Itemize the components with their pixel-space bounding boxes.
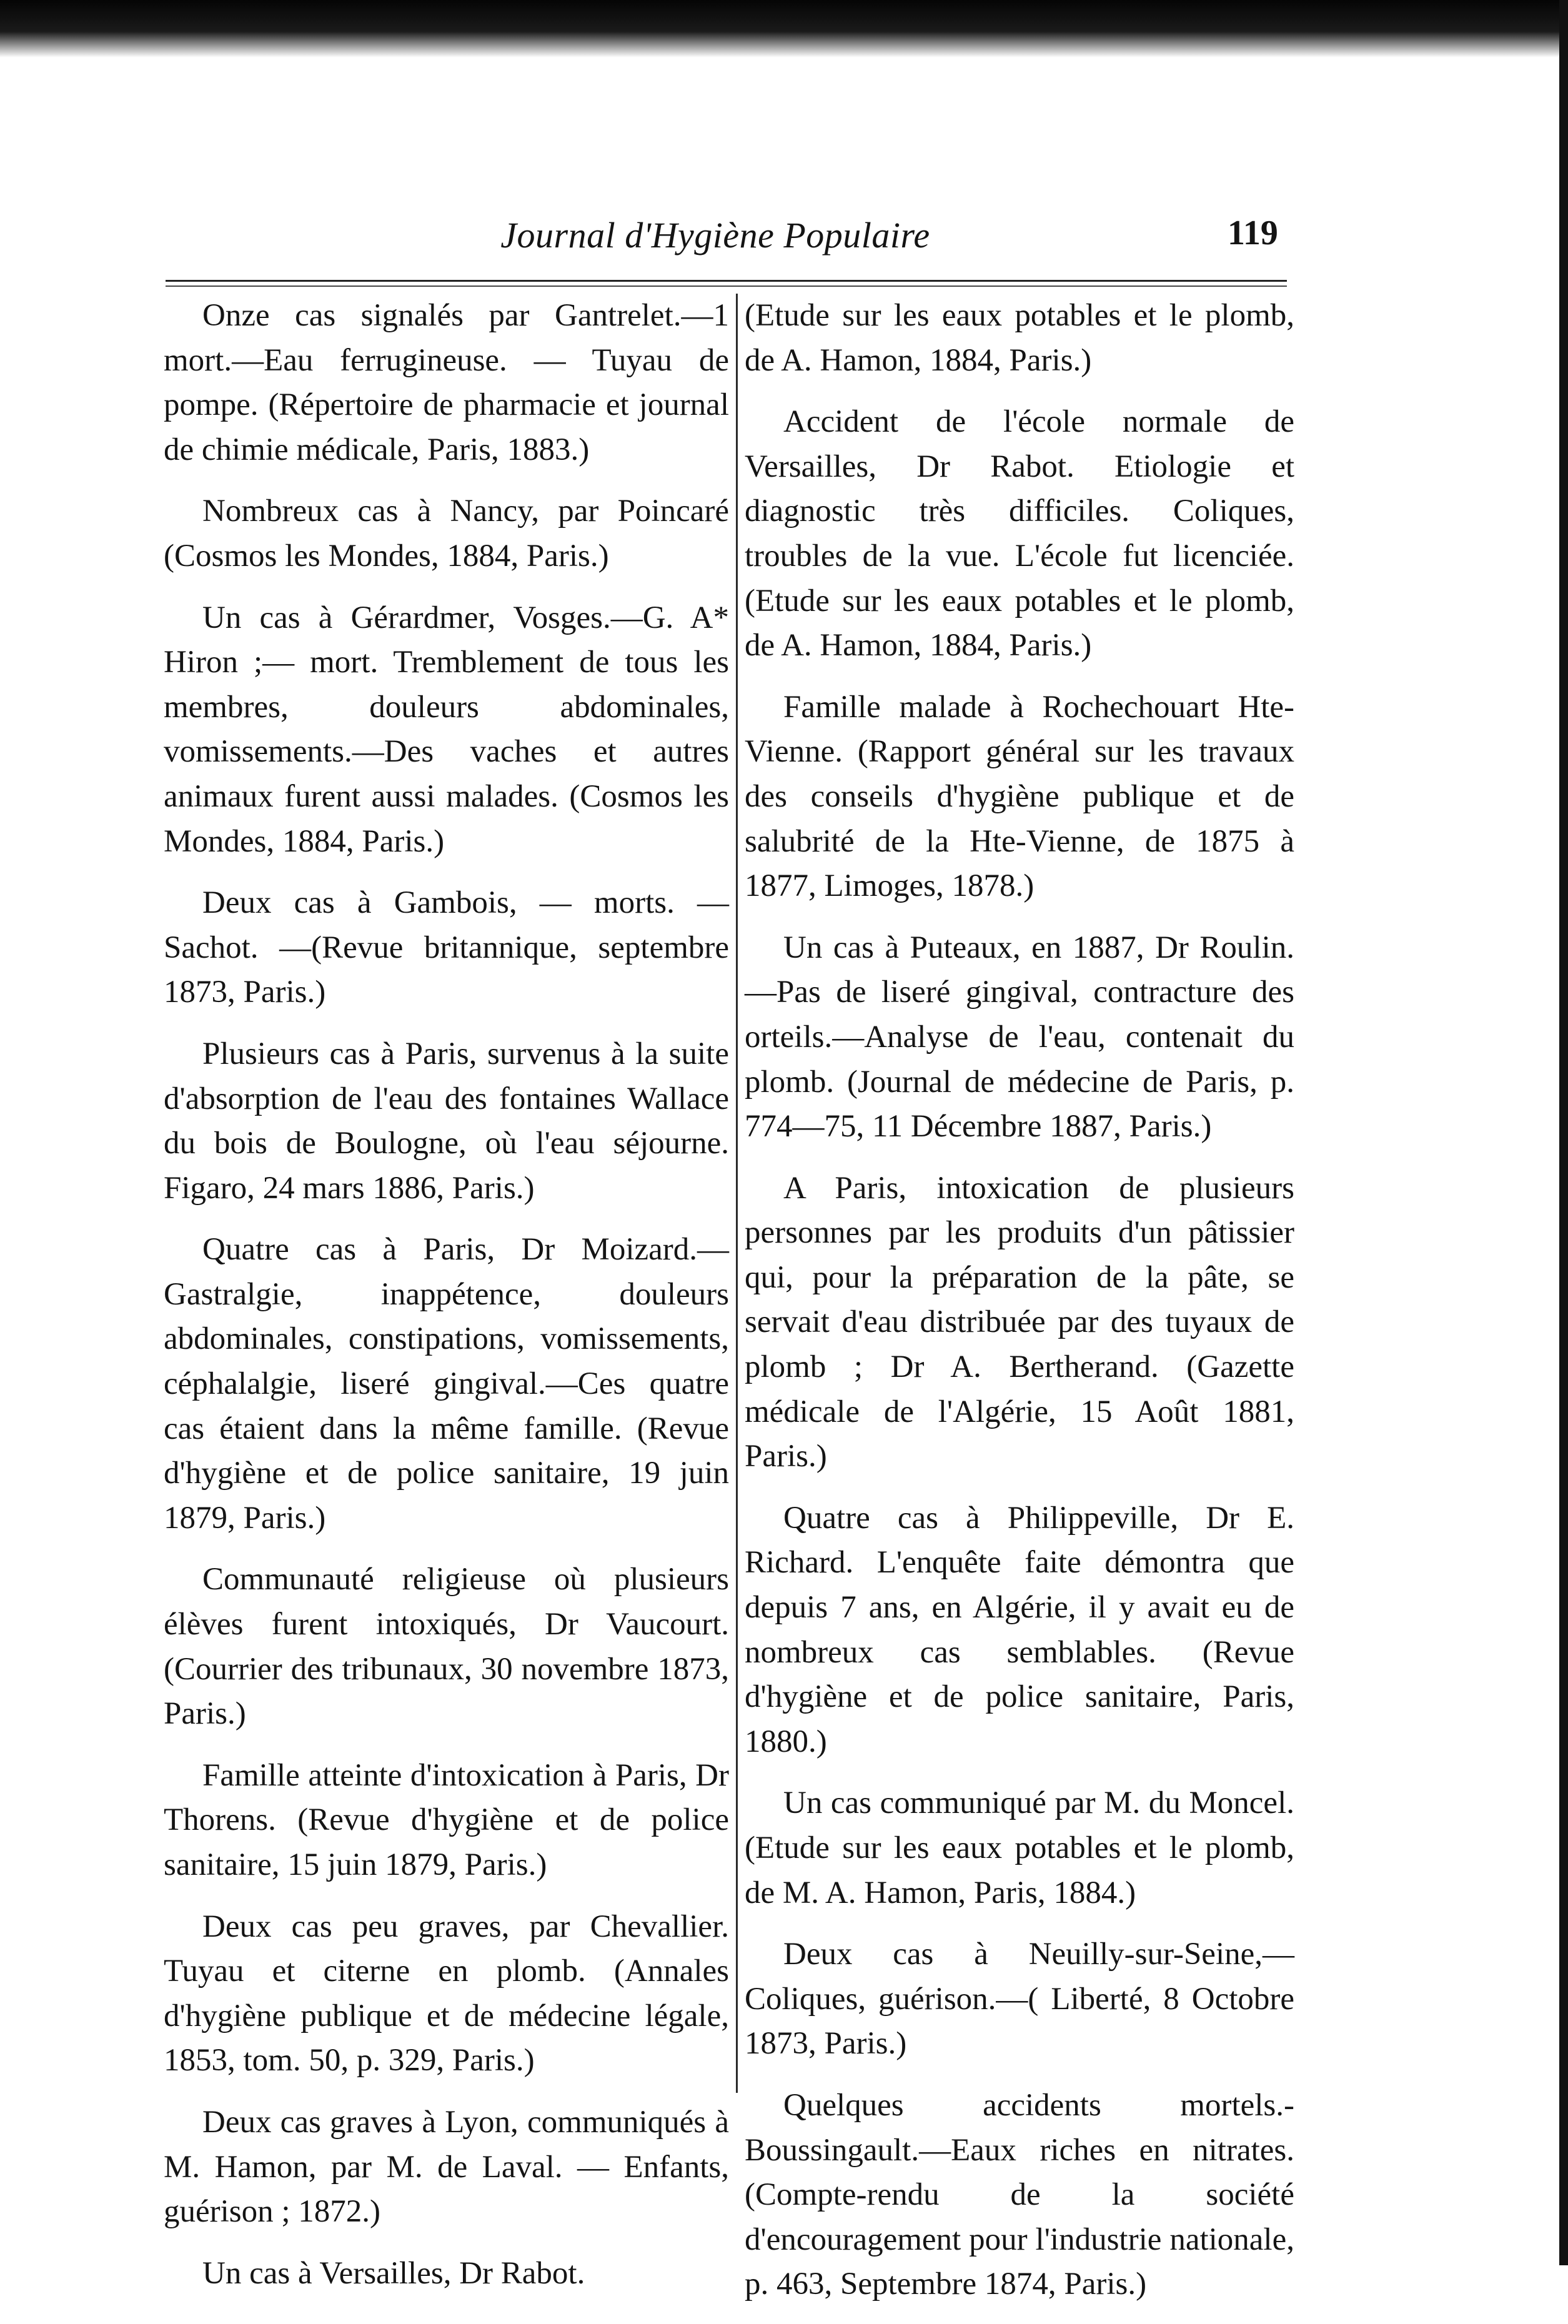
entry: Nombreux cas à Nancy, par Poincaré (Cosmos les Mondes, 1884, Paris.)	[164, 494, 729, 574]
column-divider	[736, 294, 738, 2093]
left-column	[164, 294, 729, 2313]
entry: Deux cas peu graves, par Chevallier. Tuyau et citerne en plomb. (Annales d'hygiène publique et de médecine légale, 1853, tom. 50, p. 329, Paris.)	[164, 1909, 729, 2078]
running-title: Journal d'Hygiène Populaire	[500, 215, 930, 256]
entry: Un cas à Puteaux, en 1887, Dr Roulin.—Pas de liseré gingival, contracture des orteils.—Analyse de l'eau, contenait du plomb. (Journal de médecine de Paris, p. 774—75, 11 Décembre 1887, Paris.)	[745, 930, 1294, 1145]
entry: Un cas à Versailles, Dr Rabot.	[202, 2255, 585, 2291]
entry: Quatre cas à Philippeville, Dr E. Richard. L'enquête faite démontra que depuis 7 ans, en Algérie, il y avait eu de nombreux cas semblables. (Revue d'hygiène et de police sanitaire, Paris, 1880.)	[745, 1500, 1294, 1759]
entry-continuation: (Etude sur les eaux potables et le plomb, de A. Hamon, 1884, Paris.)	[745, 298, 1294, 378]
right-column	[745, 294, 1294, 2324]
entry: Onze cas signalés par Gantrelet.—1 mort.—Eau ferrugineuse. — Tuyau de pompe. (Répertoire de pharmacie et journal de chimie médicale, Paris, 1883.)	[164, 298, 729, 467]
entry: Un cas à Gérardmer, Vosges.—G. A* Hiron ;— mort. Tremblement de tous les membres, douleurs abdominales, vomissements.—Des vaches et autres animaux furent aussi malades. (Cosmos les Mondes, 1884, Paris.)	[164, 600, 729, 859]
entry: Accident de l'école normale de Versailles, Dr Rabot. Etiologie et diagnostic très difficiles. Coliques, troubles de la vue. L'école fut licenciée. (Etude sur les eaux potables et le plomb, de A. Hamon, 1884, Paris.)	[745, 404, 1294, 663]
scan-border-top	[0, 0, 1568, 57]
entry: Deux cas graves à Lyon, communiqués à M. Hamon, par M. de Laval. — Enfants, guérison ; 1872.)	[164, 2104, 729, 2230]
entry: Deux cas à Gambois, — morts. — Sachot. —(Revue britannique, septembre 1873, Paris.)	[164, 885, 729, 1010]
entry: Plusieurs cas à Paris, survenus à la suite d'absorption de l'eau des fontaines Wallace du bois de Boulogne, où l'eau séjourne. Figaro, 24 mars 1886, Paris.)	[164, 1036, 729, 1206]
entry: Quelques accidents mortels.- Boussingault.—Eaux riches en nitrates. (Compte-rendu de la société d'encouragement pour l'industrie nationale, p. 463, Septembre 1874, Paris.)	[745, 2087, 1294, 2302]
entry: Famille atteinte d'intoxication à Paris, Dr Thorens. (Revue d'hygiène et de police sanitaire, 15 juin 1879, Paris.)	[164, 1757, 729, 1882]
header-rule	[166, 280, 1287, 282]
entry: Quatre cas à Paris, Dr Moizard.—Gastralgie, inappétence, douleurs abdominales, constipations, vomissements, céphalalgie, liseré gingival.—Ces quatre cas étaient dans la même famille. (Revue d'hygiène et de police sanitaire, 19 juin 1879, Paris.)	[164, 1232, 729, 1536]
entry: Famille malade à Rochechouart Hte-Vienne. (Rapport général sur les travaux des conseils d'hygiène publique et de salubrité de la Hte-Vienne, de 1875 à 1877, Limoges, 1878.)	[745, 689, 1294, 904]
entry: Communauté religieuse où plusieurs élèves furent intoxiqués, Dr Vaucourt. (Courrier des tribunaux, 30 novembre 1873, Paris.)	[164, 1562, 729, 1732]
entry: Un cas communiqué par M. du Moncel. (Etude sur les eaux potables et le plomb, de M. A. Hamon, Paris, 1884.)	[745, 1785, 1294, 1910]
header-rule-double	[166, 286, 1287, 287]
entry: Deux cas à Neuilly-sur-Seine,— Coliques, guérison.—( Liberté, 8 Octobre 1873, Paris.)	[745, 1937, 1294, 2062]
page-header	[0, 209, 1568, 272]
entry: A Paris, intoxication de plusieurs personnes par les produits d'un pâtissier qui, pour la préparation de la pâte, se servait d'eau distribuée par des tuyaux de plomb ; Dr A. Bertherand. (Gazette médicale de l'Algérie, 15 Août 1881, Paris.)	[745, 1170, 1294, 1474]
page-number: 119	[1228, 214, 1278, 252]
scan-border-right	[1559, 0, 1568, 2265]
